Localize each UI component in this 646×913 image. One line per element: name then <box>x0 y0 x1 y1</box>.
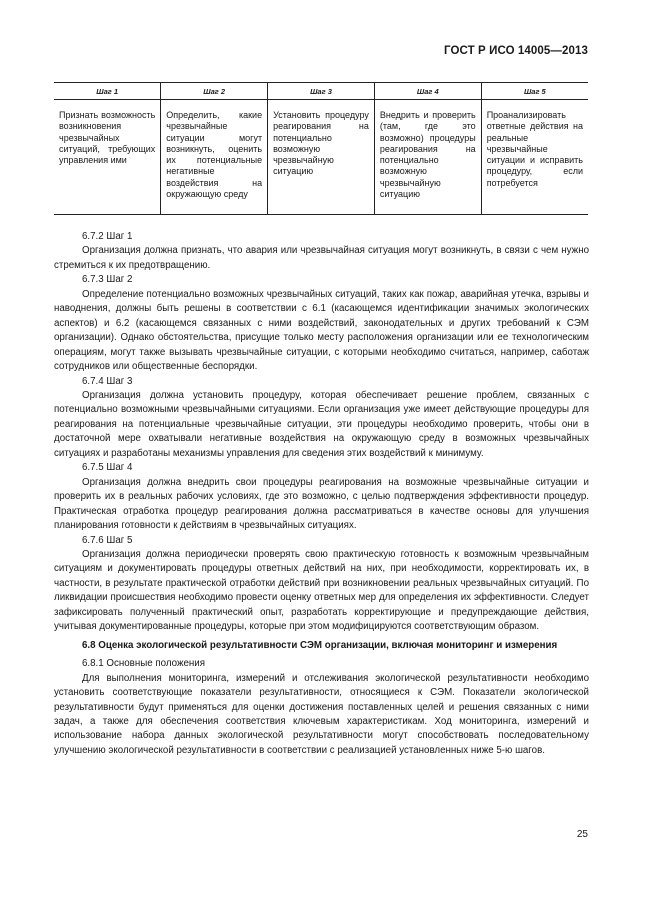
table-header-cell: Шаг 2 <box>161 83 268 100</box>
table-header-cell: Шаг 1 <box>54 83 161 100</box>
section-number: 6.7.3 Шаг 2 <box>82 274 133 286</box>
document-body <box>54 230 589 758</box>
paragraph: Организация должна установить процедуру, которая обеспечивает решение проблем, связанных с потенциально возможными чрезвычайными ситуациями. Если организация уже имеет действующие процедуры для реагирования на потенциальные чрезвычайные ситуации, эти процедуры необходимо проверить, чтобы они в достаточной мере охватывали негативные воздействия на окружающую среду в возможных чрезвычайных ситуациях и разработаны механизмы управления для сведения этих воздействий к минимуму. <box>54 389 589 459</box>
table-header-cell: Шаг 5 <box>481 83 588 100</box>
paragraph: Организация должна периодически проверять свою практическую готовность к возможным чрезвычайным ситуациям и документировать процедуры ответных действий на них, при необходимости, корректировать их, в частности, в результате практической отработки действий при возникновении реальных чрезвычайных ситуаций. По ликвидации происшествия необходимо провести оценку ответных мер для определения их эффективности. Следует зафиксировать полученный практический опыт, разработать корректирующие и предупреждающие действия, учитывая документированные процедуры, которые при этом модифицируются соответствующим образом. <box>54 548 589 633</box>
paragraph: Определение потенциально возможных чрезвычайных ситуаций, таких как пожар, аварийная утечка, взрывы и наводнения, должны быть решены в соответствии с 6.1 (касающемся идентификации значимых экологических аспектов) и 6.2 (касающемся связанных с ними воздействий, законодательных и других требований к СЭМ организации). Однако обстоятельства, присущие только месту расположения организации или ее технологическим операциям, могут также вызывать чрезвычайные ситуации, с которыми необходимо считаться, например, саботаж сотрудников или общественные беспорядки. <box>54 288 589 373</box>
table-cell: Установить процедуру реагирования на потенциально возможную чрезвычайную ситуацию <box>268 100 375 215</box>
paragraph: Для выполнения мониторинга, измерений и отслеживания экологической результативности необходимо установить соответствующие показатели результативности, относящиеся к СЭМ. Показатели экологической результативности будут применяться для оценки достижения поставленных целей и решения связанных с ними задач, а также для обеспечения соответствия ключевым характеристикам. Ход мониторинга, измерений и использование набора данных экологической результативности могут способствовать последовательному улучшению экологической результативности в соответствии с реализацией установленных ниже 5-ю шагов. <box>54 672 589 756</box>
section-number: 6.8.1 Основные положения <box>82 658 206 670</box>
table-header-cell: Шаг 3 <box>268 83 375 100</box>
document-header: ГОСТ Р ИСО 14005—2013 <box>443 45 588 57</box>
table-header-cell: Шаг 4 <box>374 83 481 100</box>
table-row <box>54 100 588 215</box>
table-cell: Проанализировать ответные действия на реальные чрезвычайные ситуации и исправить процедуру, если потребуется <box>481 100 588 215</box>
table-cell: Внедрить и проверить (там, где это возможно) процедуры реагирования на потенциально возможную чрезвычайную ситуацию <box>374 100 481 215</box>
paragraph: Организация должна признать, что авария или чрезвычайная ситуация могут возникнуть, в связи с чем нужно стремиться к их предотвращению. <box>54 245 589 271</box>
table-cell: Определить, какие чрезвычайные ситуации могут возникнуть, оценить их потенциальные негативные воздействия на окружающую среду <box>161 100 268 215</box>
table-header-row <box>54 83 588 100</box>
section-number: 6.7.5 Шаг 4 <box>82 462 133 474</box>
page-number: 25 <box>576 829 588 840</box>
section-number: 6.7.4 Шаг 3 <box>82 375 133 387</box>
table-cell: Признать возможность возникновения чрезвычайных ситуаций, требующих управления ими <box>54 100 161 215</box>
section-heading: 6.8 Оценка экологической результативности СЭМ организации, включая мониторинг и измерения <box>82 639 558 651</box>
steps-table <box>54 82 588 215</box>
paragraph: Организация должна внедрить свои процедуры реагирования на возможные чрезвычайные ситуации и проверить их в реальных рабочих условиях, где это возможно, с целью подтверждения эффективности процедур. Практическая отработка процедур реагирования должна рассматриваться в качестве основы для улучшения планирования готовности к действиям в чрезвычайных ситуациях. <box>54 476 589 532</box>
section-number: 6.7.2 Шаг 1 <box>82 231 133 242</box>
section-number: 6.7.6 Шаг 5 <box>82 534 133 546</box>
